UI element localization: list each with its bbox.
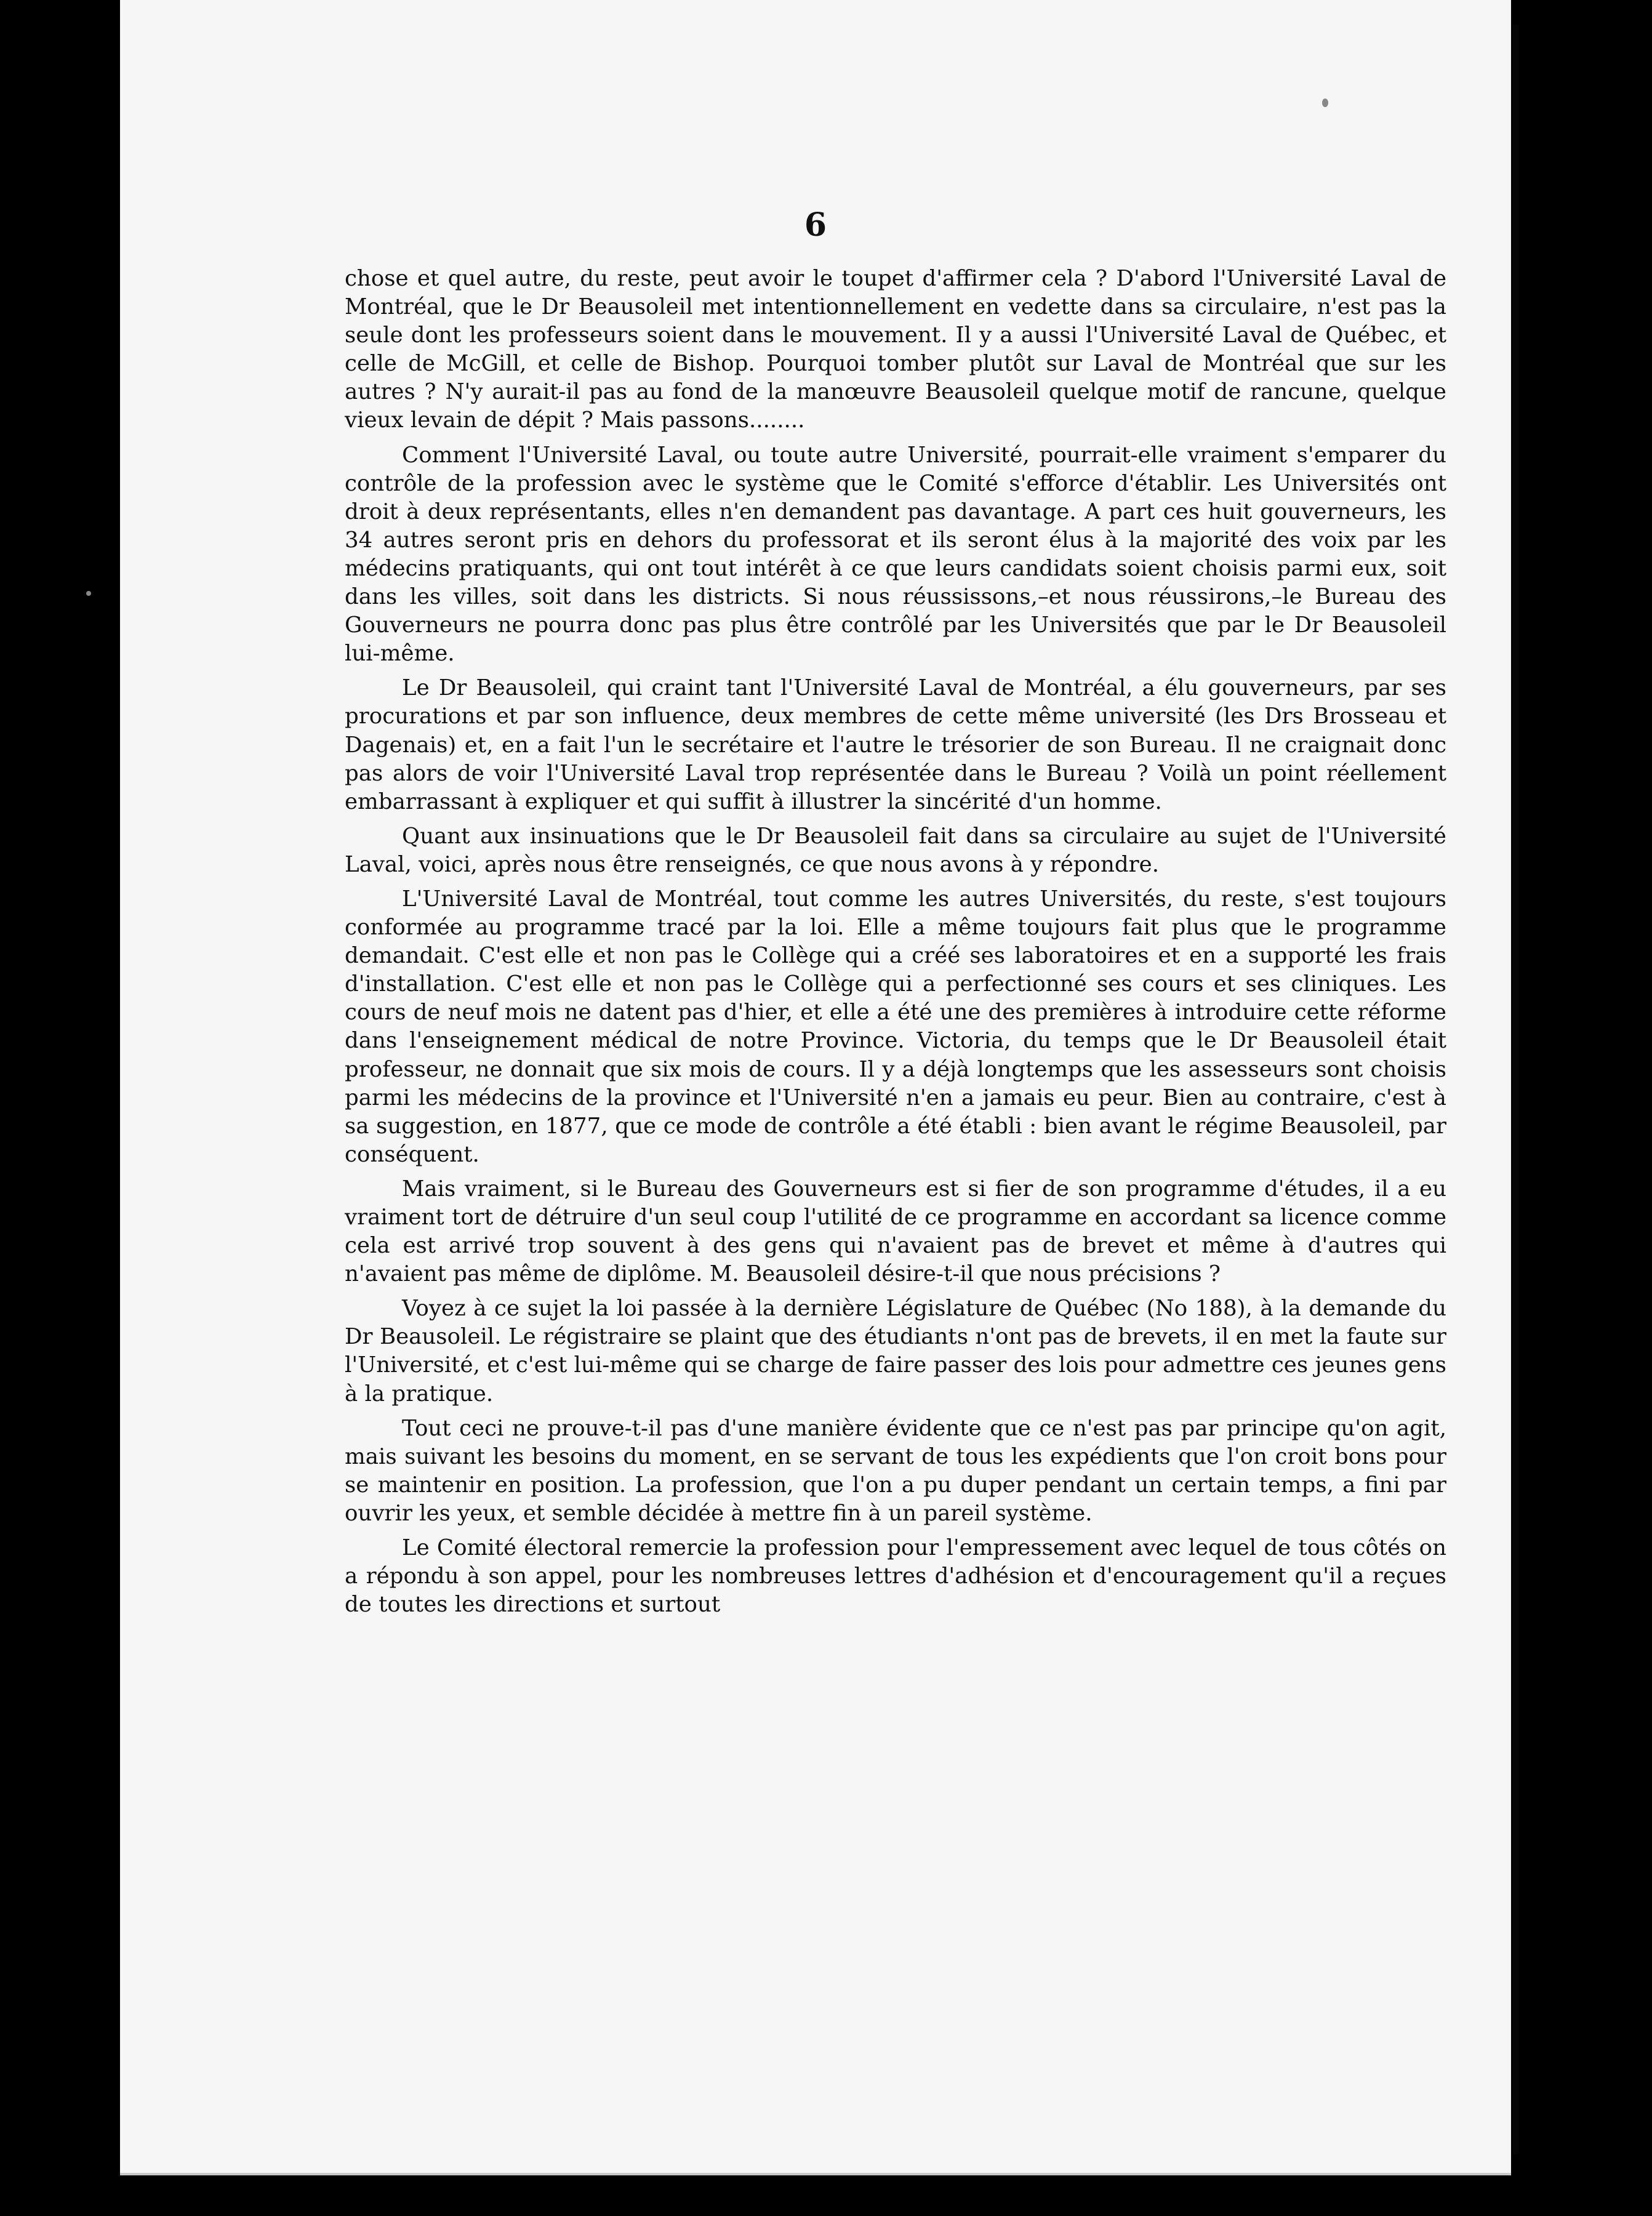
scan-speck bbox=[1322, 98, 1328, 107]
paragraph-3: Le Dr Beausoleil, qui craint tant l'Université Laval de Montréal, a élu gouverneurs, par ses procurations et par son influence, deux membres de cette même université (les Drs Brosseau et Dagenais) et, en a fait l'un le secrétaire et l'autre le trésorier de son Bureau. Il ne craignait donc pas alors de voir l'Université Laval trop représentée dans le Bureau ? Voilà un point réellement embarrassant à expliquer et qui suffit à illustrer la sincérité d'un homme. bbox=[345, 675, 1446, 814]
scan-speck bbox=[86, 591, 91, 596]
scan-binding-edge bbox=[1513, 25, 1519, 2154]
paragraph-7: Voyez à ce sujet la loi passée à la dernière Législature de Québec (No 188), à la demande du Dr Beausoleil. Le régistraire se plaint que des étudiants n'ont pas de brevets, il en met la faute sur l'Université, et c'est lui-même qui se charge de faire passer des lois pour admettre ces jeunes gens à la pratique. bbox=[345, 1296, 1446, 1407]
paragraph-4: Quant aux insinuations que le Dr Beausoleil fait dans sa circulaire au sujet de l'Université Laval, voici, après nous être renseignés, ce que nous avons à y répondre. bbox=[345, 823, 1446, 877]
paragraph-1: chose et quel autre, du reste, peut avoir le toupet d'affirmer cela ? D'abord l'Université Laval de Montréal, que le Dr Beausoleil met intentionnellement en vedette dans sa circulaire, n'est pas la seule dont les professeurs soient dans le mouvement. Il y a aussi l'Université Laval de Québec, et celle de McGill, et celle de Bishop. Pourquoi tomber plutôt sur Laval de Montréal que sur les autres ? N'y aurait-il pas au fond de la manœuvre Beausoleil quelque motif de rancune, quelque vieux levain de dépit ? Mais passons........ bbox=[345, 266, 1446, 433]
paragraph-6: Mais vraiment, si le Bureau des Gouverneurs est si fier de son programme d'études, il a eu vraiment tort de détruire d'un seul coup l'utilité de ce programme en accordant sa licence comme cela est arrivé trop souvent à des gens qui n'avaient pas de brevet et même à d'autres qui n'avaient pas même de diplôme. M. Beausoleil désire-t-il que nous précisions ? bbox=[345, 1176, 1446, 1287]
paragraph-2: Comment l'Université Laval, ou toute autre Université, pourrait-elle vraiment s'emparer du contrôle de la profession avec le système que le Comité s'efforce d'établir. Les Universités ont droit à deux représentants, elles n'en demandent pas davantage. A part ces huit gouverneurs, les 34 autres seront pris en dehors du professorat et ils seront élus à la majorité des voix par les médecins pratiquants, qui ont tout intérêt à ce que leurs candidats soient choisis parmi eux, soit dans les villes, soit dans les districts. Si nous réussissons,–et nous réussirons,–le Bureau des Gouverneurs ne pourra donc pas plus être contrôlé par les Universités que par le Dr Beausoleil lui-même. bbox=[345, 442, 1446, 667]
document-page bbox=[120, 0, 1511, 2175]
page-number: 6 bbox=[804, 206, 827, 244]
paragraph-9: Le Comité électoral remercie la profession pour l'empressement avec lequel de tous côtés on a répondu à son appel, pour les nombreuses lettres d'adhésion et d'encouragement qu'il a reçues de toutes les directions et surtout bbox=[345, 1535, 1446, 1618]
paragraph-5: L'Université Laval de Montréal, tout comme les autres Universités, du reste, s'est toujours conformée au programme tracé par la loi. Elle a même toujours fait plus que le programme demandait. C'est elle et non pas le Collège qui a créé ses laboratoires et en a supporté les frais d'installation. C'est elle et non pas le Collège qui a perfectionné ses cours et ses cliniques. Les cours de neuf mois ne datent pas d'hier, et elle a été une des premières à introduire cette réforme dans l'enseignement médical de notre Province. Victoria, du temps que le Dr Beausoleil était professeur, ne donnait que six mois de cours. Il y a déjà longtemps que les assesseurs sont choisis parmi les médecins de la province et l'Université n'en a jamais eu peur. Bien au contraire, c'est à sa suggestion, en 1877, que ce mode de contrôle a été établi : bien avant le régime Beausoleil, par conséquent. bbox=[345, 886, 1446, 1167]
body-text bbox=[345, 265, 1446, 1625]
paragraph-8: Tout ceci ne prouve-t-il pas d'une manière évidente que ce n'est pas par principe qu'on agit, mais suivant les besoins du moment, en se servant de tous les expédients que l'on croit bons pour se maintenir en position. La profession, que l'on a pu duper pendant un certain temps, a fini par ouvrir les yeux, et semble décidée à mettre fin à un pareil système. bbox=[345, 1415, 1446, 1526]
